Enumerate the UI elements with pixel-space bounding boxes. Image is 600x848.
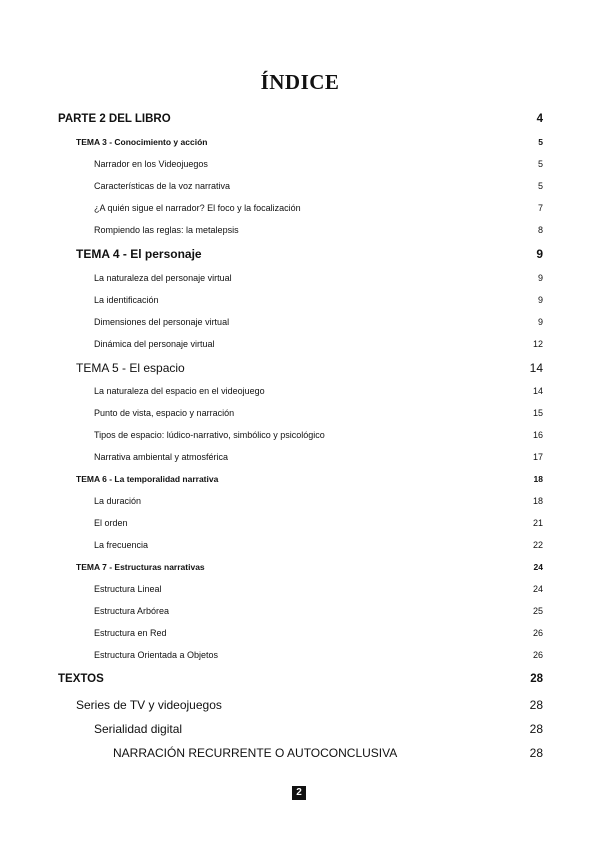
toc-label: PARTE 2 DEL LIBRO xyxy=(58,113,171,125)
toc-label: TEMA 7 - Estructuras narrativas xyxy=(76,562,205,572)
toc-page: 14 xyxy=(529,361,543,375)
toc-entry-tema-3[interactable] xyxy=(76,137,543,147)
toc-entry-textos[interactable] xyxy=(58,673,543,685)
toc-page: 5 xyxy=(538,137,543,147)
toc-page: 17 xyxy=(532,452,543,462)
toc-page: 5 xyxy=(537,159,543,169)
toc-entry[interactable] xyxy=(94,518,543,528)
toc-page: 18 xyxy=(533,474,543,484)
toc-page: 7 xyxy=(537,203,543,213)
toc-label: Series de TV y videojuegos xyxy=(76,698,222,712)
toc-label: Dimensiones del personaje virtual xyxy=(94,317,230,327)
toc-label: TEMA 6 - La temporalidad narrativa xyxy=(76,474,219,484)
page-title: ÍNDICE xyxy=(260,70,340,94)
toc-label: TEMA 5 - El espacio xyxy=(76,361,185,375)
toc-label: Narrador en los Videojuegos xyxy=(94,159,208,169)
toc-label: ¿A quién sigue el narrador? El foco y la focalización xyxy=(94,203,301,213)
toc-page: 28 xyxy=(529,722,543,736)
toc-page: 16 xyxy=(532,430,543,440)
toc-label: Estructura Arbórea xyxy=(94,606,170,616)
toc-label: La frecuencia xyxy=(94,540,149,550)
toc-page: 9 xyxy=(537,317,543,327)
toc-entry[interactable] xyxy=(94,203,543,213)
toc-page: 12 xyxy=(532,339,543,349)
toc-page: 4 xyxy=(536,113,543,125)
toc-entry[interactable] xyxy=(94,430,543,440)
toc-page: 25 xyxy=(532,606,543,616)
toc-page: 24 xyxy=(532,584,543,594)
toc-page: 9 xyxy=(536,247,543,261)
toc-entry-tema-5[interactable] xyxy=(76,361,543,375)
toc-entry[interactable] xyxy=(94,339,543,349)
toc-page: 18 xyxy=(532,496,543,506)
toc-page: 24 xyxy=(533,562,543,572)
toc-page: 5 xyxy=(537,181,543,191)
toc-label: El orden xyxy=(94,518,128,528)
toc-label: Serialidad digital xyxy=(94,722,183,736)
toc-page: 28 xyxy=(529,698,543,712)
toc-page: 26 xyxy=(532,628,543,638)
toc-label: Narrativa ambiental y atmosférica xyxy=(94,452,229,462)
toc-page: 9 xyxy=(537,273,543,283)
toc-entry[interactable] xyxy=(94,540,543,550)
toc-entry[interactable] xyxy=(94,408,543,418)
toc-entry-narracion[interactable] xyxy=(113,746,543,760)
page-number: 2 xyxy=(292,786,306,800)
toc-entry[interactable] xyxy=(94,386,543,396)
toc-label: Punto de vista, espacio y narración xyxy=(94,408,235,418)
toc-page: 8 xyxy=(537,225,543,235)
toc-label: Estructura Orientada a Objetos xyxy=(94,650,219,660)
toc-entry[interactable] xyxy=(94,606,543,616)
toc-label: Dinámica del personaje virtual xyxy=(94,339,215,349)
toc-entry-tema-6[interactable] xyxy=(76,474,543,484)
toc-page: 28 xyxy=(529,746,543,760)
toc-entry[interactable] xyxy=(94,317,543,327)
toc-entry[interactable] xyxy=(94,225,543,235)
toc-label: Características de la voz narrativa xyxy=(94,181,231,191)
toc-label: TEXTOS xyxy=(58,673,104,685)
toc-page: 15 xyxy=(532,408,543,418)
toc-entry[interactable] xyxy=(94,273,543,283)
toc-label: TEMA 3 - Conocimiento y acción xyxy=(76,137,208,147)
toc-entry-tema-4[interactable] xyxy=(76,247,543,261)
toc-label: La duración xyxy=(94,496,142,506)
toc-entry[interactable] xyxy=(94,295,543,305)
toc-entry[interactable] xyxy=(94,159,543,169)
toc-entry[interactable] xyxy=(94,584,543,594)
toc-entry-series[interactable] xyxy=(76,698,543,712)
toc-entry[interactable] xyxy=(94,452,543,462)
toc-label: NARRACIÓN RECURRENTE O AUTOCONCLUSIVA xyxy=(113,746,398,760)
toc-entry-parte-2[interactable] xyxy=(58,113,543,125)
toc-page: 26 xyxy=(532,650,543,660)
toc-label: Estructura Lineal xyxy=(94,584,162,594)
toc-label: La naturaleza del espacio en el videojuego xyxy=(94,386,265,396)
toc-entry[interactable] xyxy=(94,628,543,638)
toc-label: La identificación xyxy=(94,295,159,305)
toc-page: 9 xyxy=(537,295,543,305)
toc-label: Rompiendo las reglas: la metalepsis xyxy=(94,225,239,235)
toc-page: 28 xyxy=(530,673,543,685)
toc-page: 14 xyxy=(532,386,543,396)
toc-entry-serialidad[interactable] xyxy=(94,722,543,736)
toc-label: Tipos de espacio: lúdico-narrativo, simbólico y psicológico xyxy=(94,430,325,440)
toc-label: La naturaleza del personaje virtual xyxy=(94,273,232,283)
toc-label: TEMA 4 - El personaje xyxy=(76,247,202,261)
toc-entry[interactable] xyxy=(94,181,543,191)
toc-entry-tema-7[interactable] xyxy=(76,562,543,572)
toc-entry[interactable] xyxy=(94,496,543,506)
toc-page: 21 xyxy=(532,518,543,528)
toc-page: 22 xyxy=(532,540,543,550)
toc-entry[interactable] xyxy=(94,650,543,660)
toc-label: Estructura en Red xyxy=(94,628,167,638)
